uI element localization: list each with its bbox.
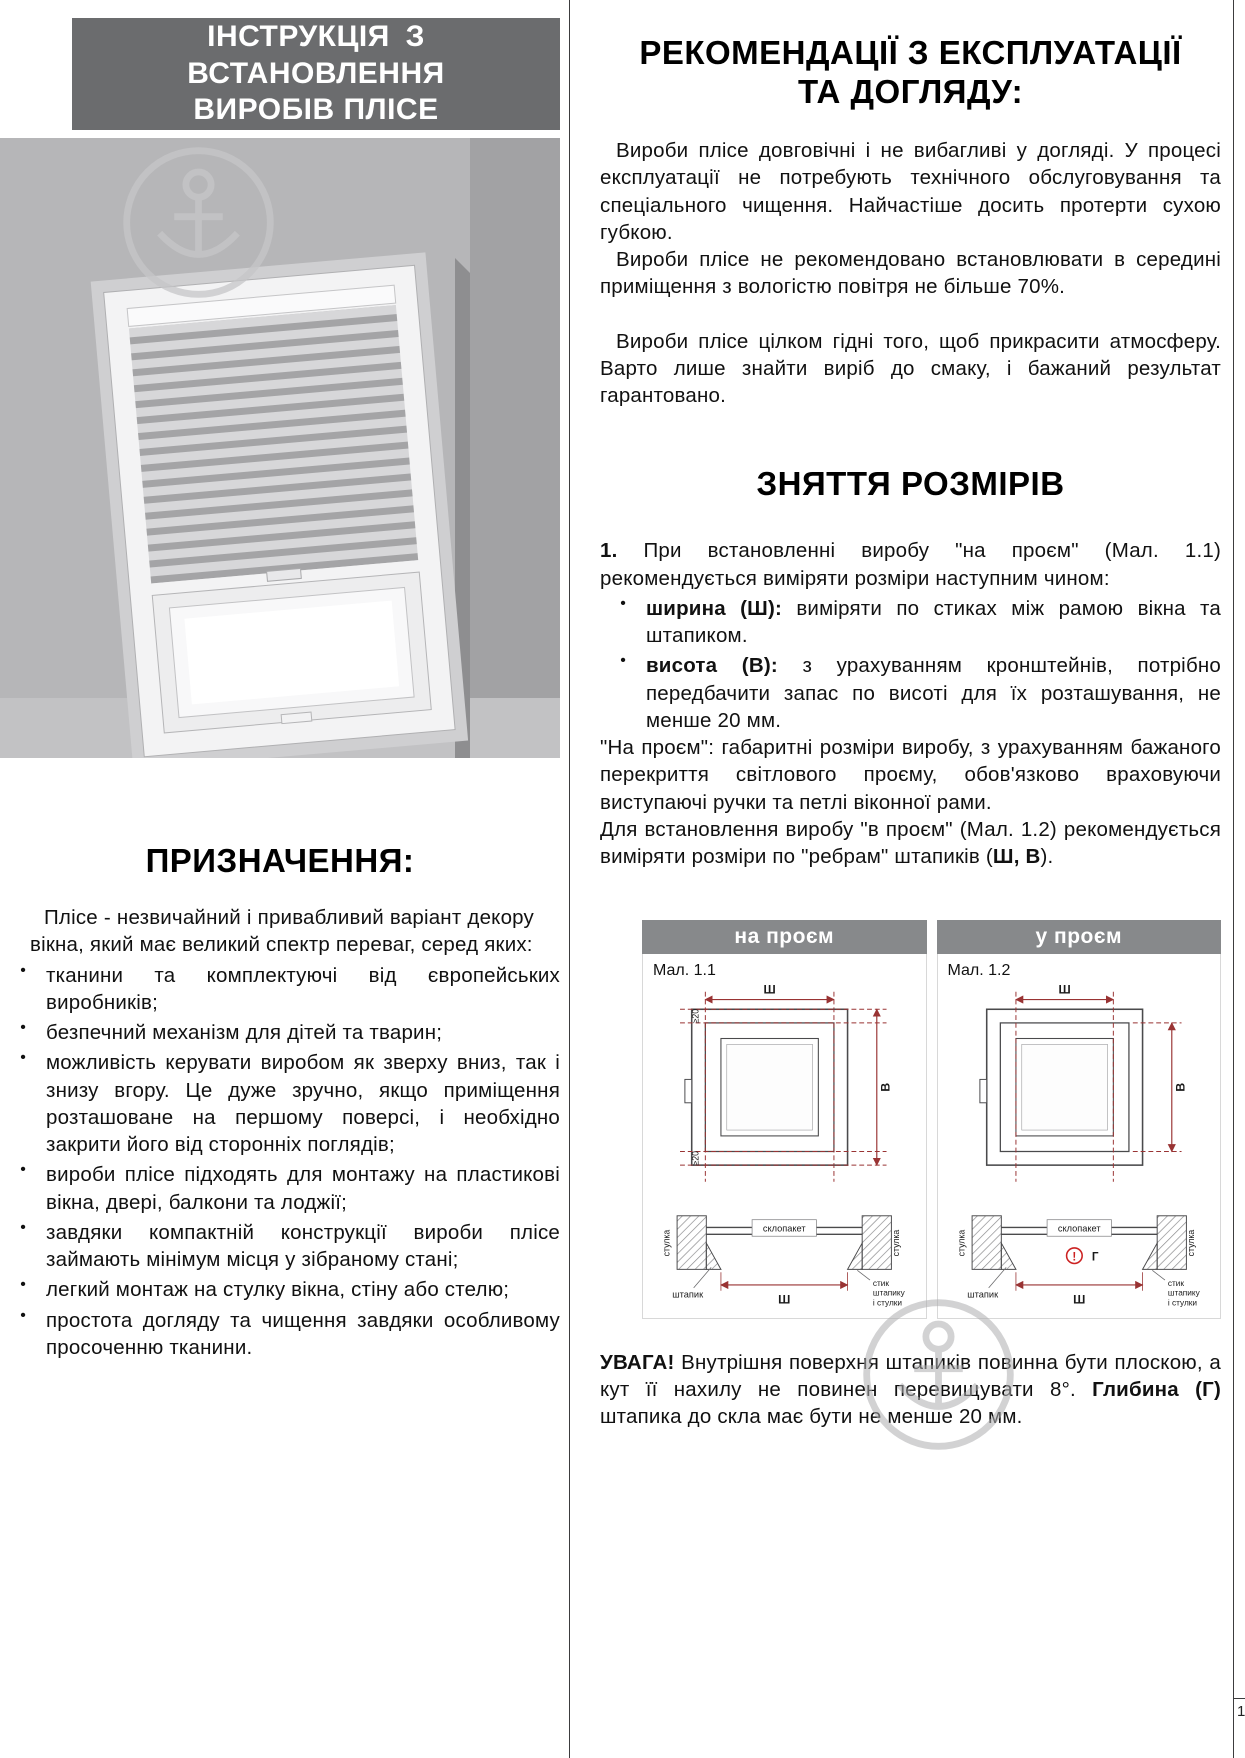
left-header-line2: ВИРОБІВ ПЛІСЕ (193, 93, 439, 127)
care-heading-line2: ТА ДОГЛЯДУ: (797, 72, 1024, 110)
left-column (0, 0, 560, 1361)
list-item (0, 1019, 560, 1046)
fig1-height-label: В (878, 1083, 893, 1093)
purpose-intro: Плісе - незвичайний і привабливий варіант декору вікна, який має великий спектр переваг, серед яких: (30, 906, 534, 957)
height-term: висота (В): (646, 654, 778, 678)
list-item (0, 1219, 560, 1274)
list-item (0, 962, 560, 1017)
fig2-depth-label: Г (1091, 1251, 1099, 1265)
fig1-ge20-bottom-label: ≥20 (690, 1151, 701, 1167)
attention-label: УВАГА! (600, 1350, 675, 1374)
product-photo (0, 138, 560, 758)
attention-text-2: штапика до скла має бути не менше 20 мм. (600, 1405, 1023, 1429)
fig2-sklopaket-label: склопакет (1057, 1223, 1101, 1234)
measure-heading: ЗНЯТТЯ РОЗМІРІВ (756, 465, 1065, 503)
fig1-width-bottom-label: Ш (778, 1292, 791, 1307)
figure-1-header: на проєм (642, 920, 927, 954)
measure-list (600, 595, 1221, 734)
list-item (0, 1276, 560, 1303)
fig1-sklopaket-label: склопакет (762, 1223, 806, 1234)
fig2-shtapik-label: штапик (966, 1290, 998, 1301)
fig1-shtapik-label: штапик (672, 1290, 704, 1301)
fig1-styk-line1: стик (872, 1279, 890, 1289)
width-definition: виміряти по стиках між рамою вікна та штапиком. (646, 596, 1221, 648)
left-header (72, 18, 560, 130)
bullet-icon: • (20, 1218, 26, 1236)
height-definition: з урахуванням кронштейнів, потрібно передбачити запас по висоті для їх розташування, не менше 20 мм. (646, 654, 1222, 732)
list-item-text: тканини та комплектуючі від європейських виробників; (46, 963, 560, 1014)
page-number: 1 (1237, 1703, 1245, 1720)
fig1-width-label: Ш (763, 983, 776, 998)
right-column (586, 0, 1233, 1430)
figure-1-body (642, 954, 927, 1318)
attention-text-1: Внутрішня поверхня штапиків повинна бути плоскою, а кут її нахилу не повинен перевищувати 8°. (600, 1350, 1221, 1401)
list-item-text: можливість керувати виробом як зверху вниз, так і знизу вгору. Це дуже зручно, якщо приміщення розташоване на першому поверсі, і необхідно закрити його від сторонніх поглядів; (46, 1051, 560, 1156)
fig1-styk-line2: штапику (872, 1289, 905, 1299)
fig2-height-label: В (1172, 1083, 1187, 1093)
figure-1-label: Мал. 1.1 (653, 962, 716, 980)
list-item (600, 595, 1221, 650)
bullet-icon: • (20, 1049, 26, 1067)
bullet-icon: • (20, 961, 26, 979)
fig2-stulka-left-label: стулка (955, 1230, 966, 1257)
fig2-width-bottom-label: Ш (1072, 1292, 1085, 1307)
fig1-stulka-left-label: стулка (661, 1230, 672, 1257)
fig1-ge20-top-label: ≥20 (690, 1009, 701, 1024)
bullet-icon: • (20, 1019, 26, 1036)
left-header-line1: ІНСТРУКЦІЯ З ВСТАНОВЛЕННЯ (187, 20, 445, 90)
figure-2-body (937, 954, 1222, 1318)
care-para-1: Вироби плісе довговічні і не вибагливі у догляді. У процесі експлуатації не потребують технічного обслуговування та спеціального чищення. Найчастіше досить протерти сухою губкою. (600, 139, 1221, 244)
fig2-width-label: Ш (1058, 983, 1071, 998)
list-item-text: вироби плісе підходять для монтажу на пластикові вікна, двері, балкони та лоджії; (46, 1163, 560, 1214)
measure-step-1 (600, 537, 1221, 592)
list-item-text (646, 652, 1221, 734)
width-term: ширина (Ш): (646, 596, 783, 620)
figure-2-header: у проєм (937, 920, 1222, 954)
purpose-list (0, 962, 560, 1362)
fig2-stulka-right-label: стулка (1185, 1230, 1196, 1257)
measure-para-na-proem: "На проєм": габаритні розміри виробу, з урахуванням бажаного перекриття світлового проєму, обов'язково враховуючи виступаючі ручки та петлі віконної рами. (600, 736, 1221, 814)
list-item-text: простота догляду та чищення завдяки особливому просоченню тканини. (46, 1308, 560, 1359)
fig1-stulka-right-label: стулка (891, 1230, 902, 1257)
right-border-line (1233, 0, 1234, 1758)
list-item (0, 1049, 560, 1158)
attention-note (600, 1349, 1221, 1431)
care-para-2: Вироби плісе не рекомендовано встановлювати в середині приміщення з вологістю повітря не більше 70%. (600, 248, 1221, 299)
fig2-styk-line1: стик (1167, 1279, 1184, 1289)
bullet-icon: • (20, 1276, 26, 1294)
figure-2-panel (937, 920, 1222, 1318)
figures-row (642, 920, 1221, 1318)
purpose-heading: ПРИЗНАЧЕННЯ: (145, 842, 415, 879)
figure-1-diagram (643, 982, 926, 1317)
attention-bold-term: Глибина (Г) (1092, 1377, 1221, 1401)
v-proem-bold: Ш, В (992, 845, 1041, 869)
care-para-3: Вироби плісе цілком гідні того, щоб прикрасити атмосферу. Варто лише знайти виріб до смаку, і бажаний результат гарантовано. (600, 329, 1221, 408)
care-heading-line1: РЕКОМЕНДАЦІЇ З ЕКСПЛУАТАЦІЇ (639, 34, 1182, 71)
figure-1-panel (642, 920, 927, 1318)
fig2-styk-line2: штапику (1167, 1289, 1200, 1299)
fig2-styk-line3: і стулки (1167, 1298, 1197, 1308)
window-blind-illustration (0, 138, 560, 758)
v-proem-text-1: Для встановлення виробу "в проєм" (Мал. 1.2) рекомендується виміряти розміри по "ребрам" штапиків ( (600, 817, 1221, 869)
page-number-tick (1233, 1698, 1245, 1699)
list-item (0, 1161, 560, 1216)
column-divider-line (569, 0, 570, 1758)
bullet-icon: • (20, 1306, 26, 1324)
bullet-icon: • (20, 1161, 26, 1179)
step-text: При встановленні виробу "на проєм" (Мал. 1.1) рекомендується виміряти розміри наступним чином: (600, 539, 1221, 590)
fig1-styk-line3: і стулки (872, 1298, 903, 1308)
list-item (0, 1307, 560, 1362)
step-number: 1. (600, 539, 618, 563)
v-proem-text-2: ). (1040, 845, 1054, 869)
list-item-text (646, 595, 1221, 650)
list-item-text: безпечний механізм для дітей та тварин; (46, 1021, 443, 1044)
bullet-icon: • (620, 652, 626, 670)
list-item-text: завдяки компактній конструкції вироби плісе займають мінімум місця у зібраному стані; (46, 1220, 560, 1271)
bullet-icon: • (620, 594, 626, 612)
measure-para-v-proem (600, 816, 1221, 871)
list-item (600, 652, 1221, 734)
care-heading (600, 34, 1221, 111)
figure-2-diagram (938, 982, 1221, 1317)
figure-2-label: Мал. 1.2 (947, 962, 1011, 980)
fig2-warning-exclamation-icon: ! (1071, 1251, 1076, 1265)
list-item-text: легкий монтаж на стулку вікна, стіну або стелю; (46, 1278, 510, 1302)
